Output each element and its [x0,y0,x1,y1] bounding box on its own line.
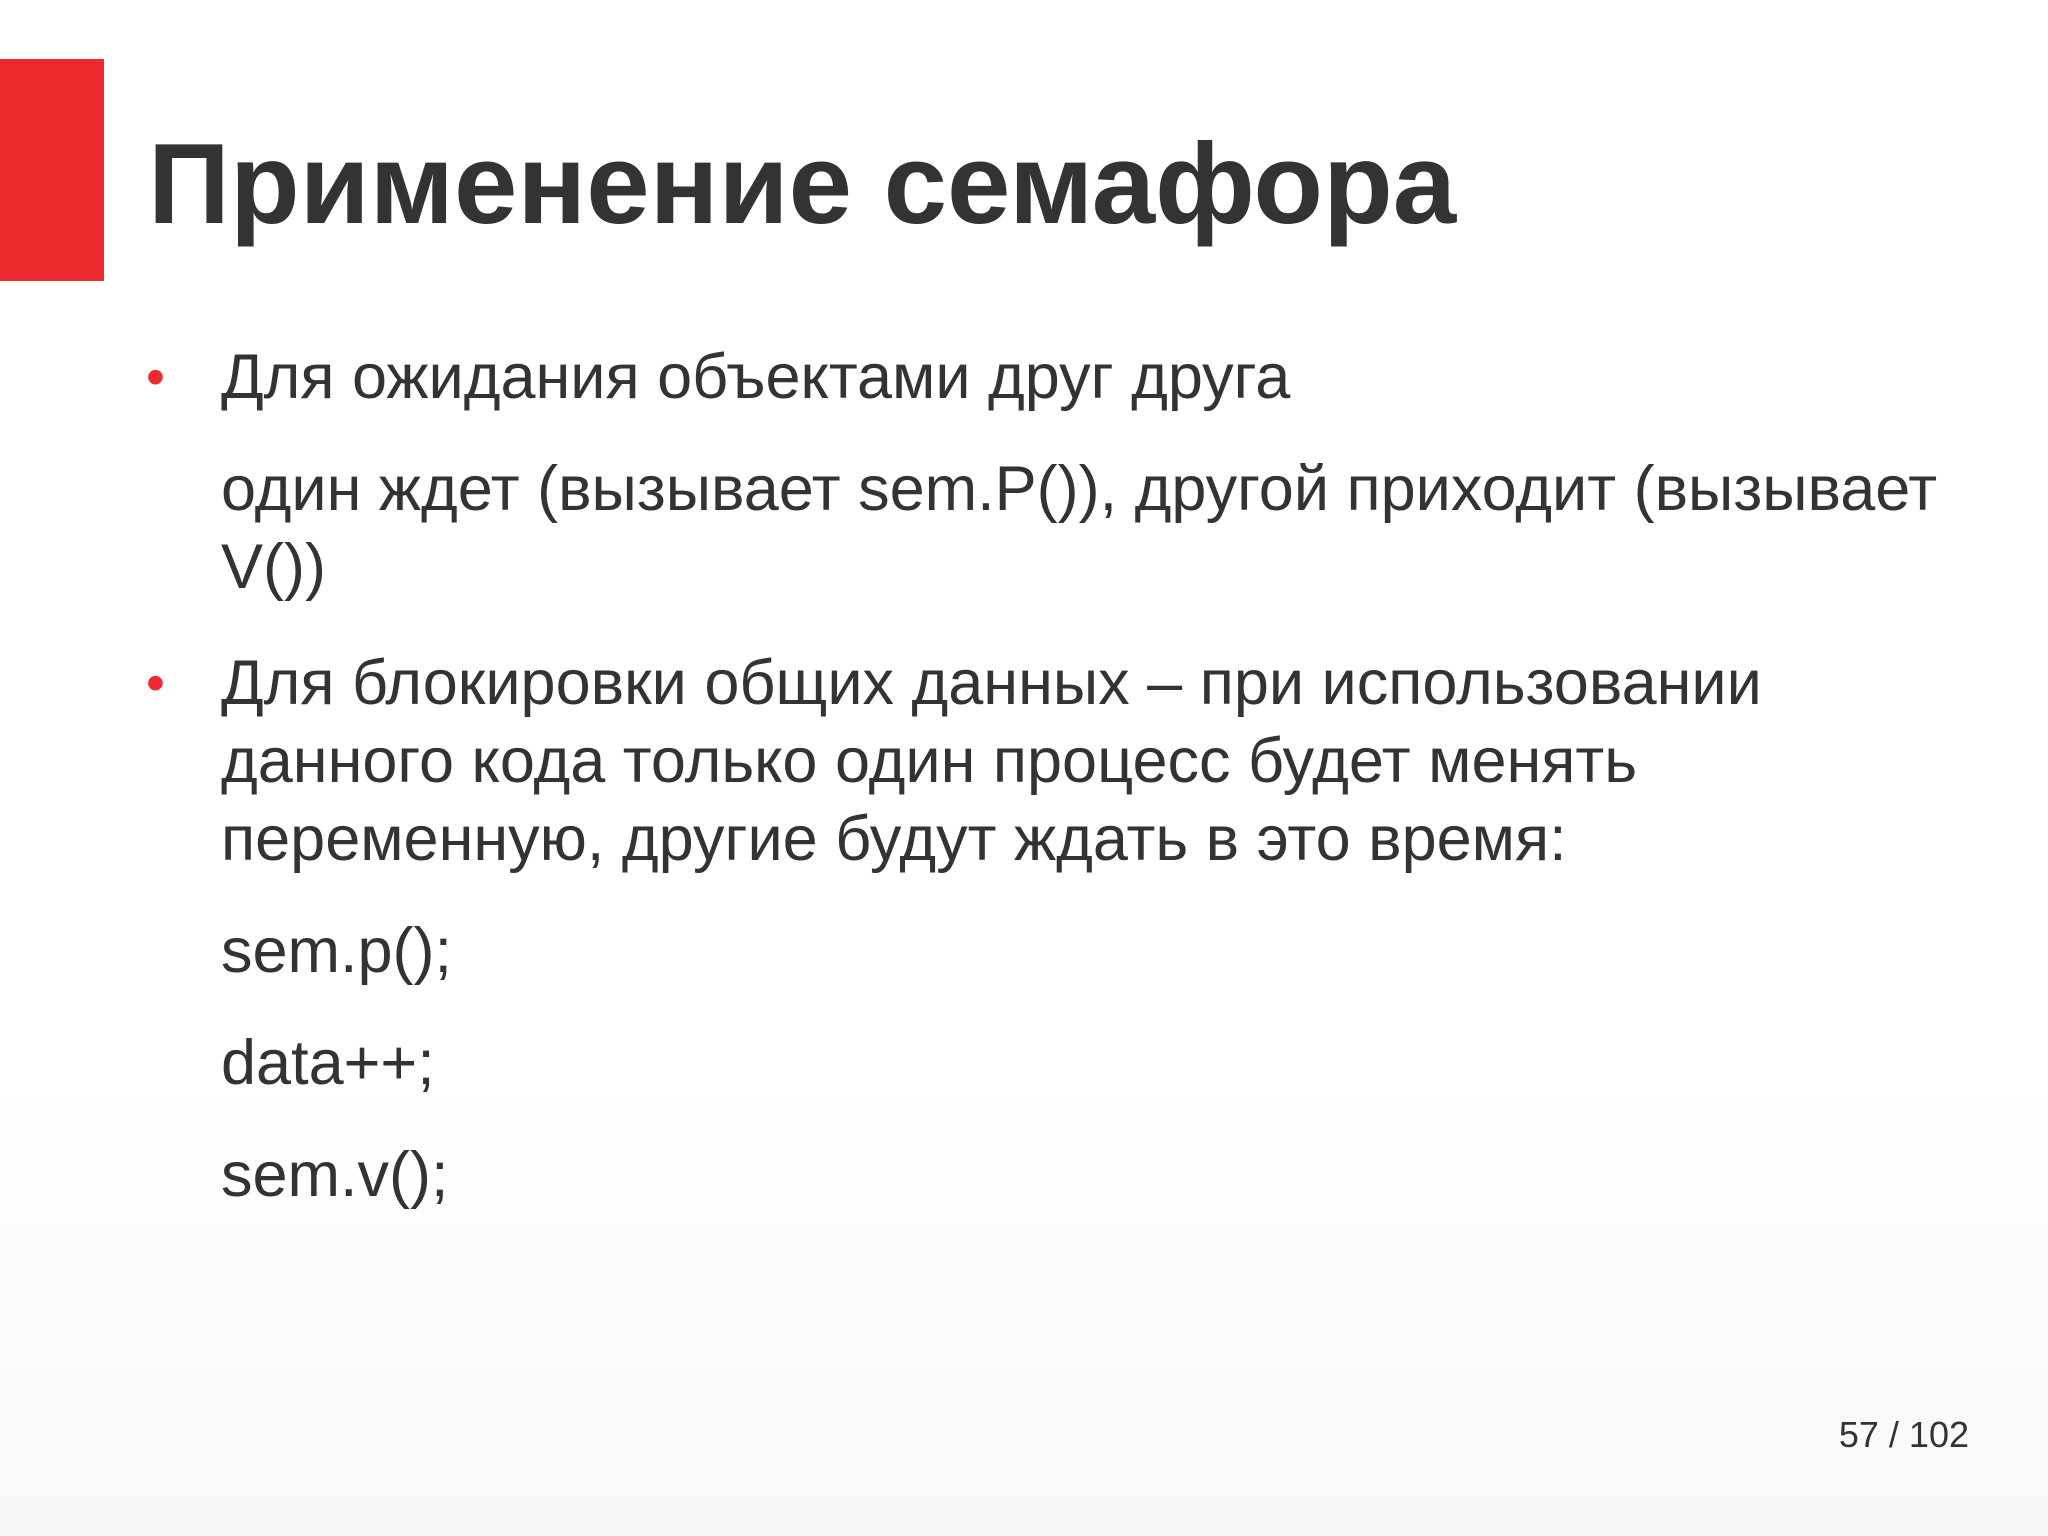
slide-title: Применение семафора [148,121,1457,248]
code-line-1: sem.p(); [221,916,453,986]
bullet-item-2 [146,644,1941,878]
code-line-3: sem.v(); [221,1140,449,1210]
page-number: 57 / 102 [1838,1414,1969,1455]
bullet-1-detail: один ждет (вызывает sem.P()), другой приходит (вызывает V()) [221,454,1938,602]
bullet-dot-icon: • [146,653,165,713]
bullet-dot-icon: • [146,347,165,407]
code-line-2: data++; [221,1028,435,1098]
title-accent-bar [0,59,104,281]
bullet-item-1 [146,338,1941,416]
slide-content [146,338,1941,1214]
bullet-text-1: Для ожидания объектами друг друга [221,342,1291,412]
bullet-text-2: Для блокировки общих данных – при использовании данного кода только один процесс будет менять переменную, другие будут ждать в это время: [221,648,1762,874]
